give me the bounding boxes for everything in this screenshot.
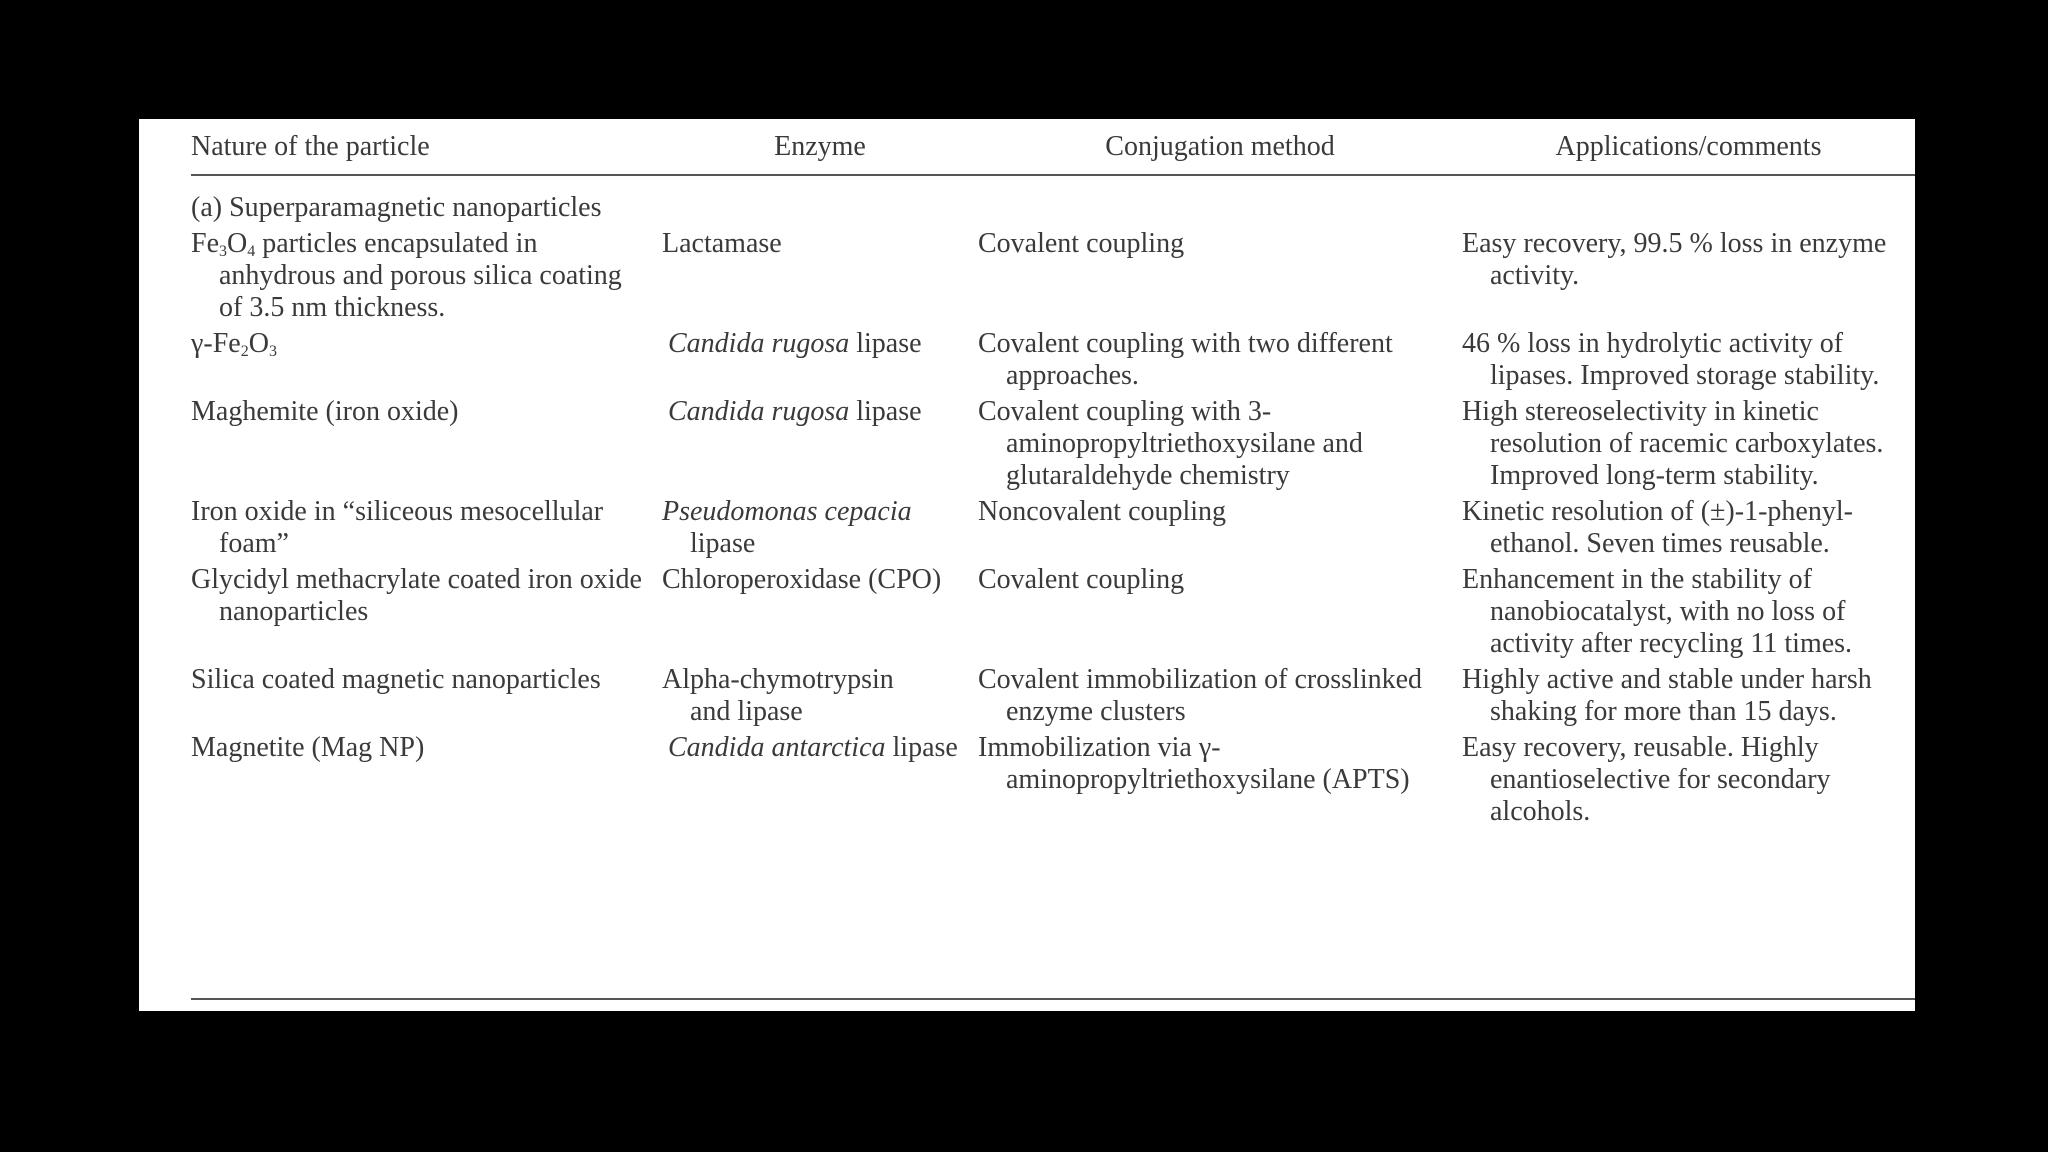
enzyme-cell: Lactamase: [662, 228, 782, 259]
particle-cell: Magnetite (Mag NP): [191, 732, 425, 763]
method-cell: Covalent coupling with 3-aminopropyltriethoxysilane and glutaraldehyde chemistry: [978, 396, 1363, 491]
comments-cell: Kinetic resolution of (±)-1-phenyl-ethanol. Seven times reusable.: [1462, 496, 1853, 559]
enzyme-cell: Pseudomonas cepacia lipase: [662, 496, 912, 559]
enzyme-cell: Alpha-chymotrypsin and lipase: [662, 664, 894, 727]
method-cell: Covalent immobilization of crosslinked enzyme clusters: [978, 664, 1423, 727]
data-table: [191, 119, 1915, 832]
table-row: [191, 496, 1915, 564]
section-row: [191, 175, 1915, 228]
table-row: [191, 664, 1915, 732]
particle-cell: $\gamma-Fe_2O_3$: [191, 328, 277, 360]
method-cell: Immobilization via γ-aminopropyltriethoxysilane (APTS): [978, 732, 1410, 795]
header-applications: Applications/comments: [1462, 119, 1915, 175]
comments-cell: Enhancement in the stability of nanobiocatalyst, with no loss of activity after recycling 11 times.: [1462, 564, 1853, 659]
method-cell: Covalent coupling: [978, 564, 1185, 595]
particle-cell: Silica coated magnetic nanoparticles: [191, 664, 601, 695]
comments-cell: 46 % loss in hydrolytic activity of lipases. Improved storage stability.: [1462, 328, 1880, 391]
particle-cell: Glycidyl methacrylate coated iron oxide nanoparticles: [191, 564, 642, 627]
header-conjugation-method: Conjugation method: [978, 119, 1462, 175]
table-row: [191, 228, 1915, 328]
enzyme-cell: Candida rugosa lipase: [668, 328, 922, 359]
particle-cell: Maghemite (iron oxide): [191, 396, 459, 427]
enzyme-cell: Chloroperoxidase (CPO): [662, 564, 942, 595]
table-row: [191, 732, 1915, 832]
method-cell: Covalent coupling with two different approaches.: [978, 328, 1393, 391]
comments-cell: Easy recovery, 99.5 % loss in enzyme activity.: [1462, 228, 1887, 291]
method-cell: Noncovalent coupling: [978, 496, 1227, 527]
particle-cell: $Fe_3O_4$ particles encapsulated in anhydrous and porous silica coating of 3.5 nm thickness.: [191, 228, 622, 323]
comments-cell: Highly active and stable under harsh shaking for more than 15 days.: [1462, 664, 1872, 727]
enzyme-cell: Candida antarctica lipase: [668, 732, 958, 763]
table-row: [191, 564, 1915, 664]
document-page: [139, 119, 1915, 1011]
header-enzyme: Enzyme: [662, 119, 978, 175]
method-cell: Covalent coupling: [978, 228, 1185, 259]
table-bottom-rule: [191, 998, 1915, 1000]
comments-cell: Easy recovery, reusable. Highly enantioselective for secondary alcohols.: [1462, 732, 1831, 827]
particle-cell: Iron oxide in “siliceous mesocellular foam”: [191, 496, 604, 559]
section-title: (a) Superparamagnetic nanoparticles: [191, 192, 602, 223]
table-row: [191, 396, 1915, 496]
table-row: [191, 328, 1915, 396]
comments-cell: High stereoselectivity in kinetic resolution of racemic carboxylates. Improved long-term stability.: [1462, 396, 1884, 491]
header-particle: Nature of the particle: [191, 119, 662, 175]
enzyme-cell: Candida rugosa lipase: [668, 396, 922, 427]
table-header-row: [191, 119, 1915, 175]
